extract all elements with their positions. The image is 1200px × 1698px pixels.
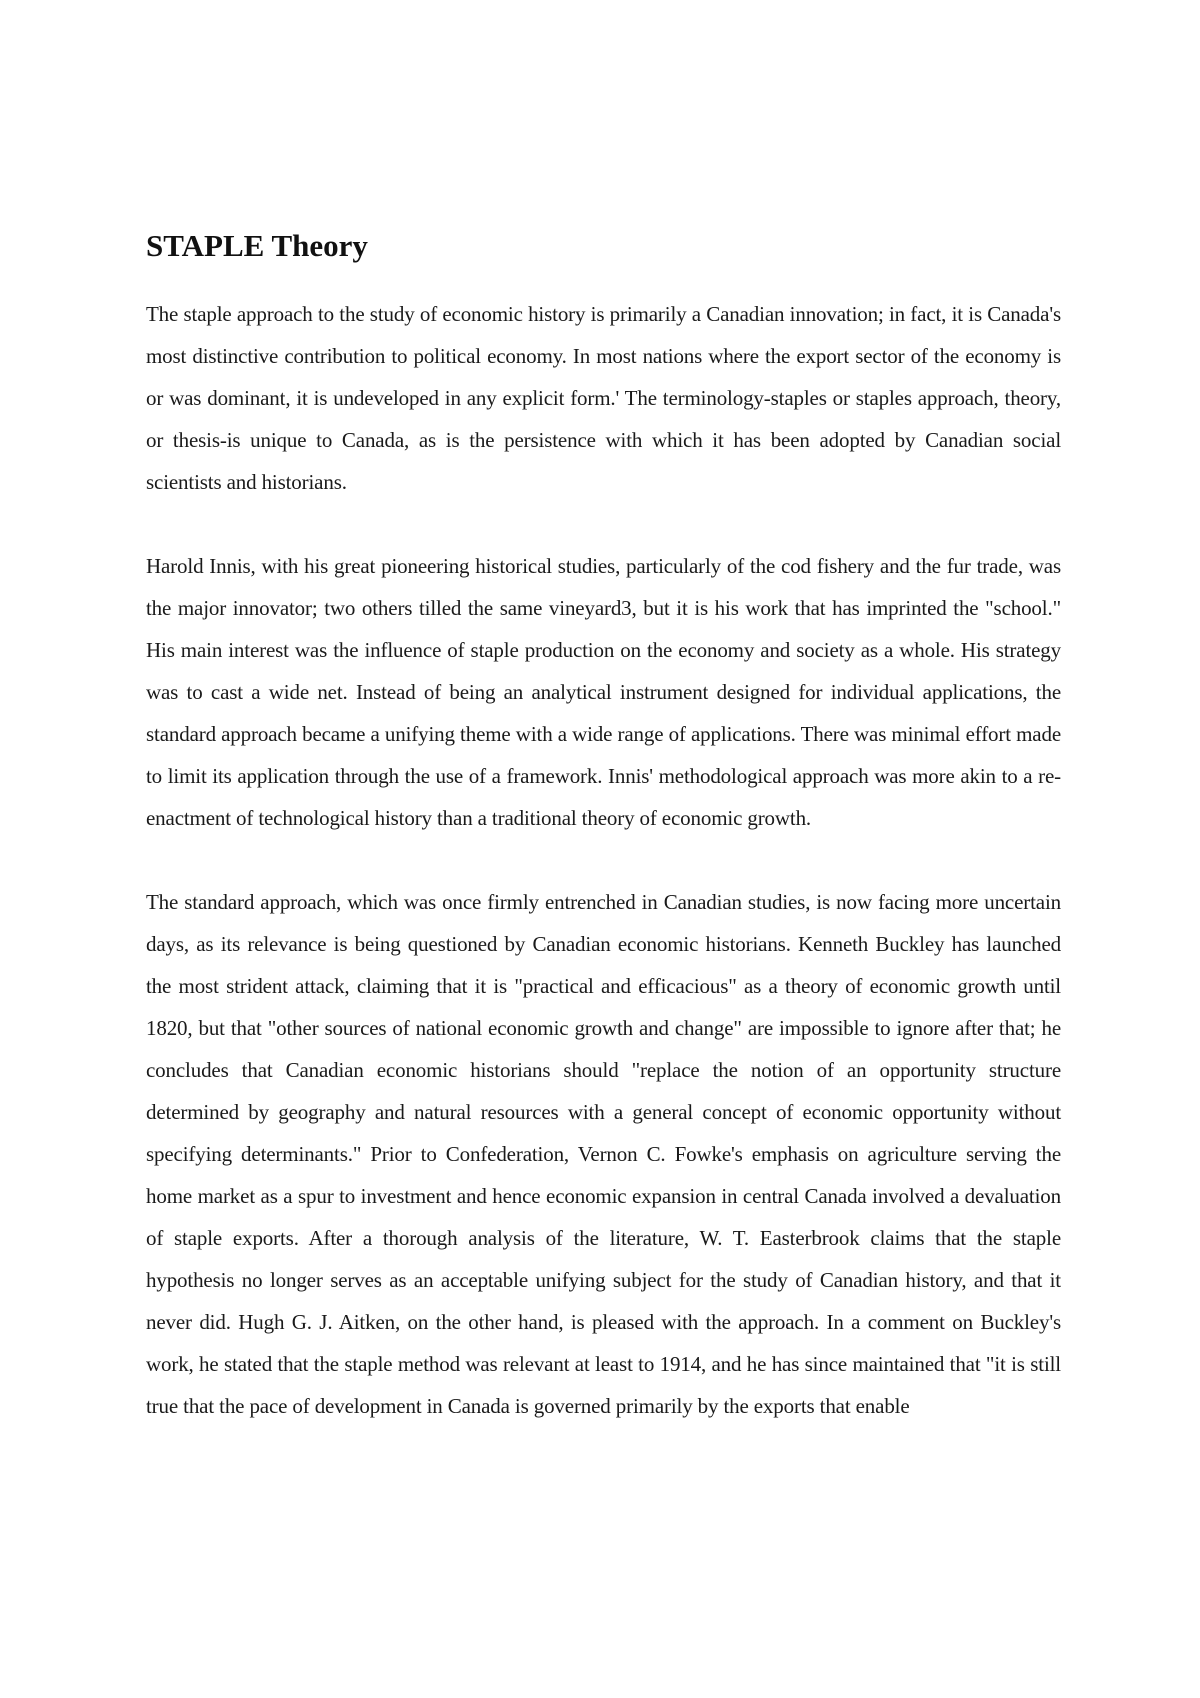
paragraph-standard-approach: The standard approach, which was once firmly entrenched in Canadian studies, is now facing more uncertain days, as its relevance is being questioned by Canadian economic historians. Kenneth Buckley has launched the most strident attack, claiming that it is "practical and efficacious" as a theory of economic growth until 1820, but that "other sources of national economic growth and change" are impossible to ignore after that; he concludes that Canadian economic historians should "replace the notion of an opportunity structure determined by geography and natural resources with a general concept of economic opportunity without specifying determinants." Prior to Confederation, Vernon C. Fowke's emphasis on agriculture serving the home market as a spur to investment and hence economic expansion in central Canada involved a devaluation of staple exports. After a thorough analysis of the literature, W. T. Easterbrook claims that the staple hypothesis no longer serves as an acceptable unifying subject for the study of Canadian history, and that it never did. Hugh G. J. Aitken, on the other hand, is pleased with the approach. In a comment on Buckley's work, he stated that the staple method was relevant at least to 1914, and he has since maintained that "it is still true that the pace of development in Canada is governed primarily by the exports that enable <box>146 890 1061 1418</box>
document-body <box>146 226 1061 1427</box>
document-title: STAPLE Theory <box>146 228 368 263</box>
paragraph-harold-innis: Harold Innis, with his great pioneering historical studies, particularly of the cod fishery and the fur trade, was the major innovator; two others tilled the same vineyard3, but it is his work that has imprinted the "school." His main interest was the influence of staple production on the economy and society as a whole. His strategy was to cast a wide net. Instead of being an analytical instrument designed for individual applications, the standard approach became a unifying theme with a wide range of applications. There was minimal effort made to limit its application through the use of a framework. Innis' methodological approach was more akin to a re-enactment of technological history than a traditional theory of economic growth. <box>146 554 1061 830</box>
paragraph-staple-approach: The staple approach to the study of economic history is primarily a Canadian innovation; in fact, it is Canada's most distinctive contribution to political economy. In most nations where the export sector of the economy is or was dominant, it is undeveloped in any explicit form.' The terminology-staples or staples approach, theory, or thesis-is unique to Canada, as is the persistence with which it has been adopted by Canadian social scientists and historians. <box>146 302 1061 494</box>
